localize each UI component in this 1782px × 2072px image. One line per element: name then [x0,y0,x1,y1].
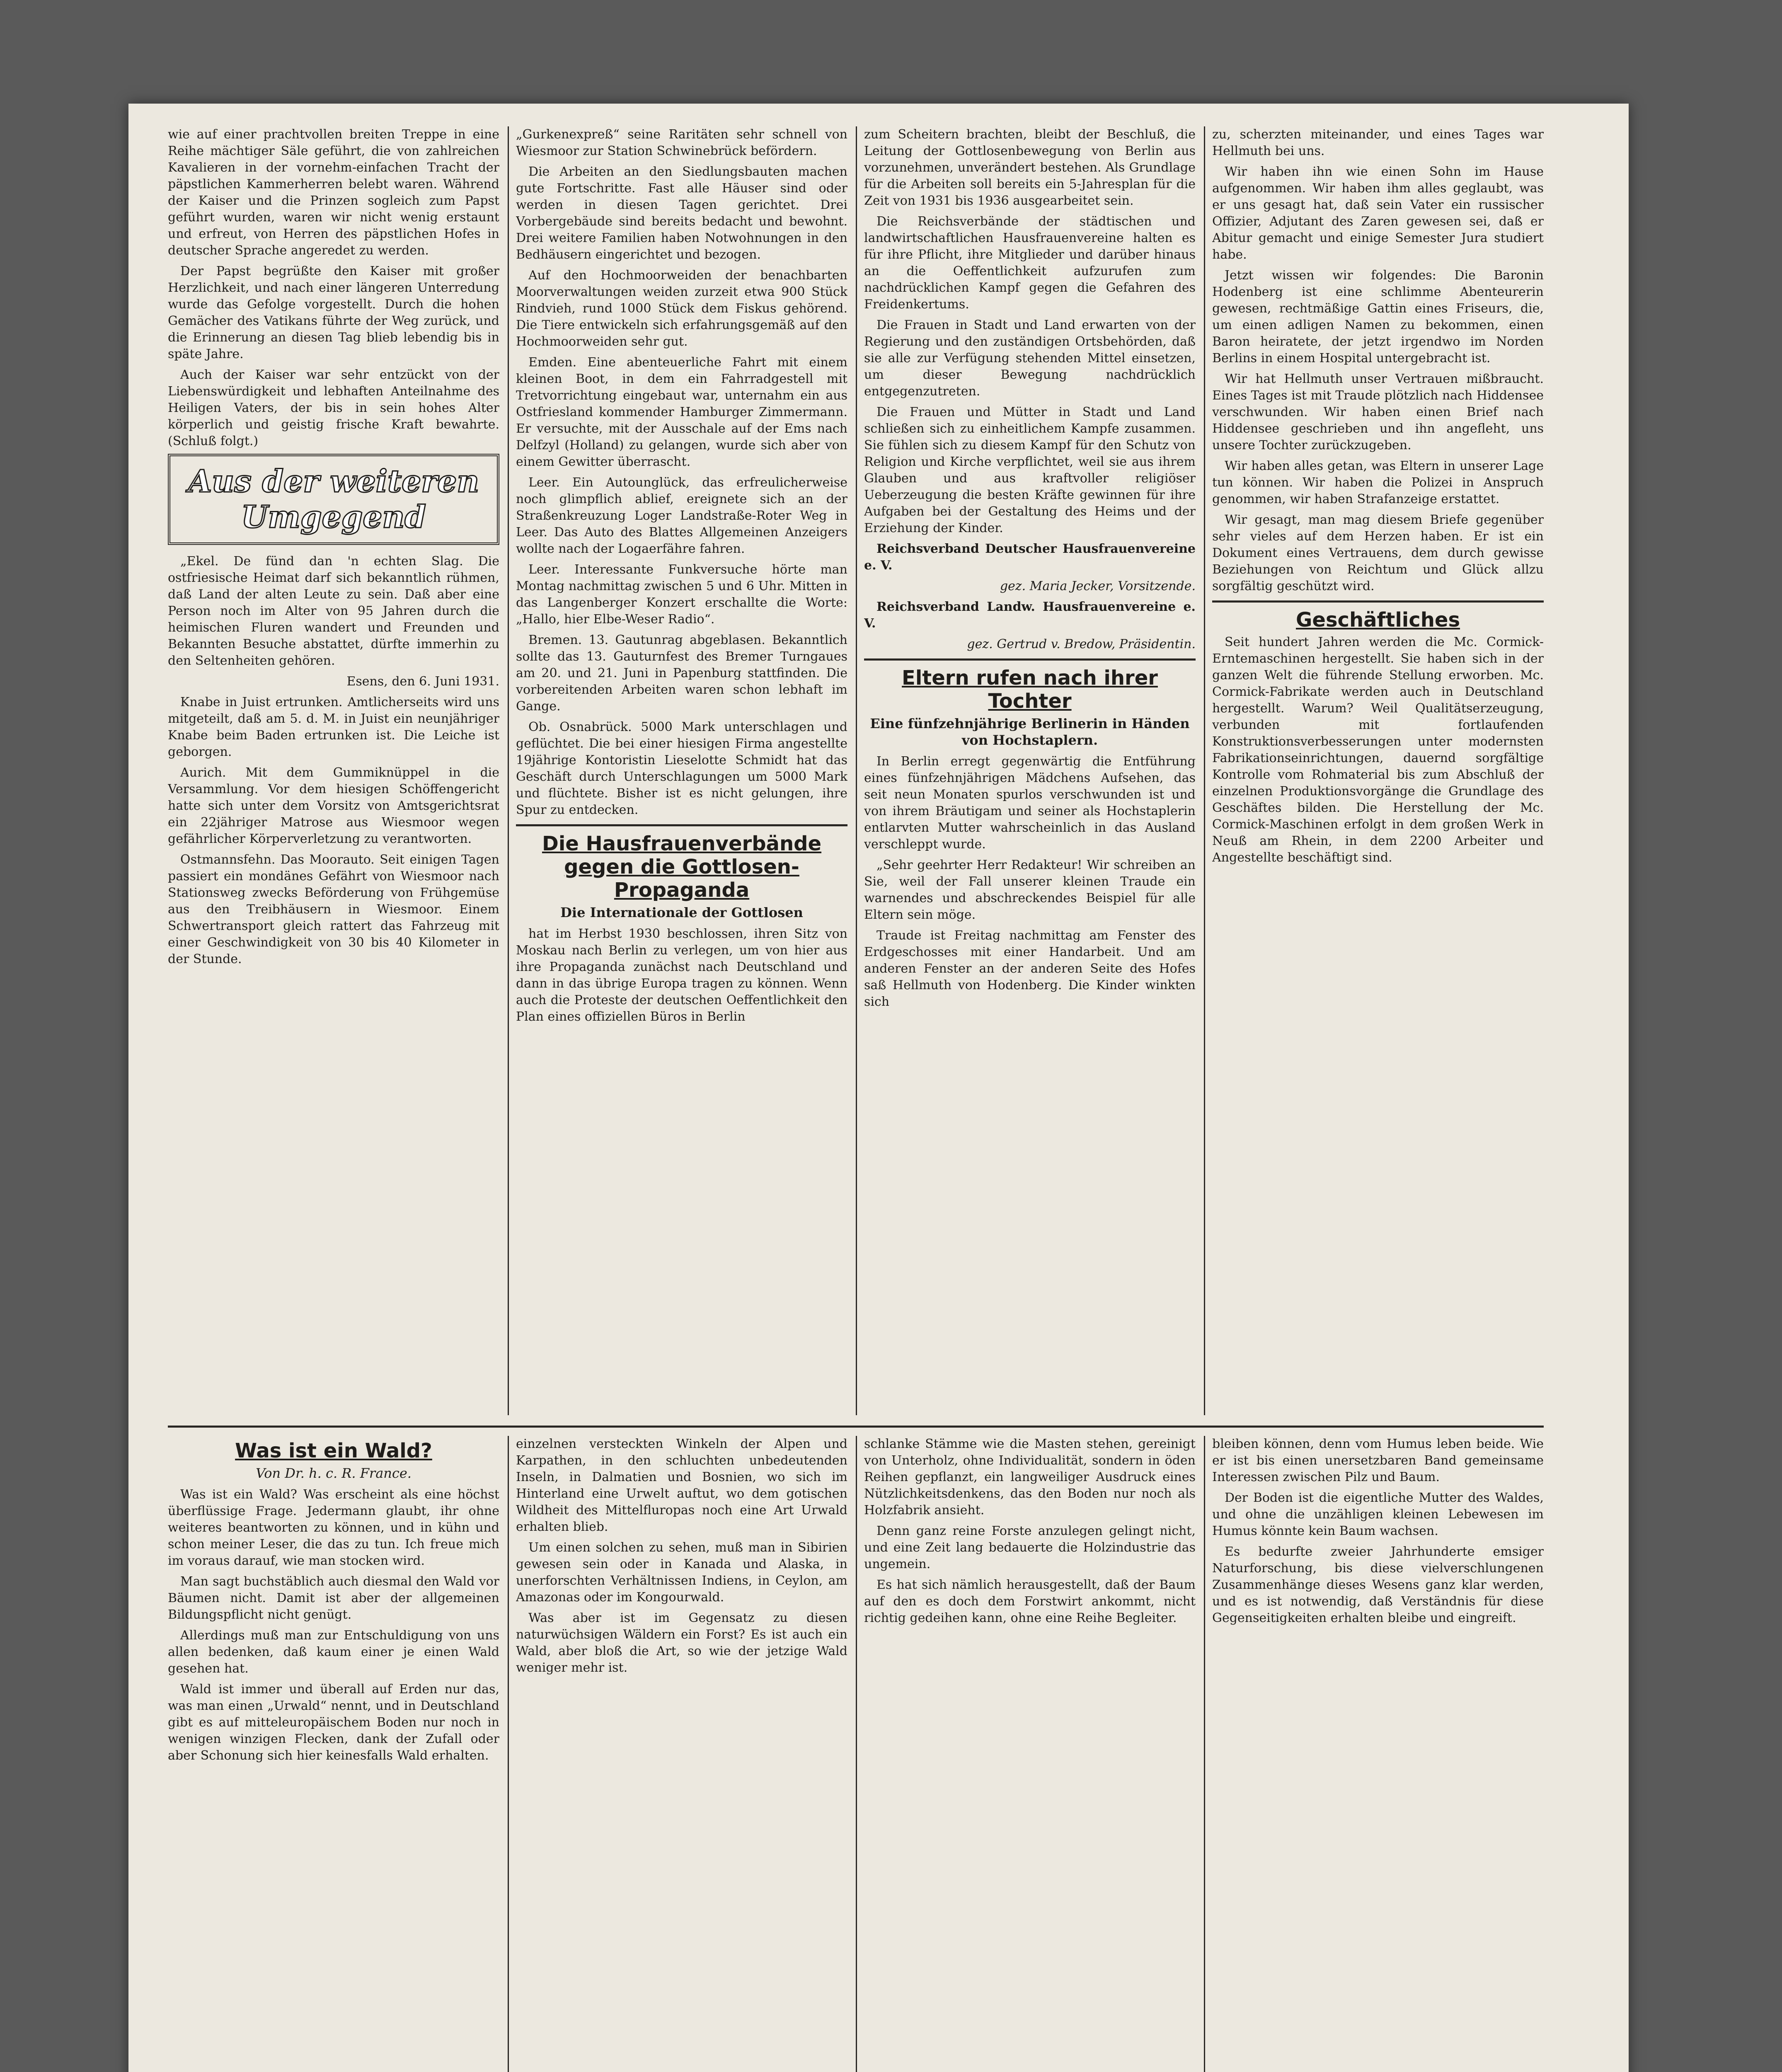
article-subhead: Die Internationale der Gottlosen [560,905,803,920]
paragraph: Auf den Hochmoorweiden der benachbarten Moorverwaltungen weiden zurzeit etwa 900 Stück Rindvieh, rund 1000 Stück dem Fiskus gehörend. Die Tiere entwickeln sich erfahrungsgemäß auf den Hochmoorweiden sehr gut. [516,268,847,349]
article-vatican-continued [168,126,499,450]
column-4 [1212,126,1544,1415]
article-headline: Eltern rufen nach ihrer Tochter [902,666,1158,713]
paragraph: zum Scheitern brachten, bleibt der Beschluß, die Leitung der Gottlosenbewegung von Berlin aus vorzunehmen, unverändert bestehen. Als Grundlage für die Arbeiten soll bereits ein 5-Jahresplan für die Zeit von 1931 bis 1936 ausgearbeitet sein. [864,127,1196,208]
paragraph: Jetzt wissen wir folgendes: Die Baronin Hodenberg ist eine schlimme Abenteurerin gewesen, rechtmäßige Gattin eines Friseurs, die, um einen adligen Namen zu bekommen, einen Baron heiratete, der jetzt irgendwo im Norden Berlins in einem Hospital untergebracht ist. [1212,268,1544,366]
column-rule [508,126,509,1415]
article-forest-column-4 [1212,1436,1544,2072]
paragraph: Aurich. Mit dem Gummiknüppel in die Versammlung. Vor dem hiesigen Schöffengericht hatte sich unter dem Vorsitz von Amtsgerichtsrat ein 22jähriger Matrose aus Wiesmoor wegen gefährlicher Körperverletzung zu verantworten. [168,765,499,846]
paragraph: Wir hat Hellmuth unser Vertrauen mißbraucht. Eines Tages ist mit Traude plötzlich nach Hiddensee verschwunden. Wir haben einen Brief nach Hiddensee geschrieben und ihn angefleht, uns unsere Tochter zurückzugeben. [1212,372,1544,453]
paragraph: „Ekel. De fünd dan 'n echten Slag. Die ostfriesische Heimat darf sich bekanntlich rühmen, daß Land der alten Leute zu sein. Daß aber eine Person noch im Alter von 95 Jahren durch die heimischen Fluren wandert und Freunden und Bekannten Besuche abstattet, dürfte immerhin zu den Seltenheiten gehören. [168,554,499,668]
paragraph: Auch der Kaiser war sehr entzückt von der Liebenswürdigkeit und lebhaften Anteilnahme des Heiligen Vaters, der bis in sein hohes Alter körperlich und geistig frische Kraft bewahrte. (Schluß folgt.) [168,368,499,448]
signature-org: Reichsverband Landw. Hausfrauenvereine e. V. [864,600,1196,631]
column-2 [516,126,847,1415]
column-1 [168,126,499,1415]
paragraph: Denn ganz reine Forste anzulegen gelingt nicht, und eine Zeit lang bedauerte die Holzindustrie das ungemein. [864,1524,1196,1571]
signature-org: Reichsverband Deutscher Hausfrauenvereine e. V. [864,542,1196,573]
article-byline: Von Dr. h. c. R. France. [256,1465,412,1481]
paragraph: Der Papst begrüßte den Kaiser mit großer Herzlichkeit, und nach einer längeren Unterredung wurde das Gefolge vorgestellt. Durch die hohen Gemächer des Vatikans führte der Weg zurück, und die Erinnerung an diesen Tag blieb lebendig bis in späte Jahre. [168,264,499,361]
paragraph: wie auf einer prachtvollen breiten Treppe in eine Reihe mächtiger Säle geführt, die von zahlreichen Kavalieren in der vornehm-einfachen Tracht der päpstlichen Kammerherren belebt waren. Während der Kaiser und die Prinzen sogleich zum Papst geführt wurden, waren wir nicht wenig erstaunt und erfreut, von Herren des päpstlichen Hofes in deutscher Sprache angeredet zu werden. [168,127,499,258]
regional-news [168,553,499,968]
article-eltern-continued [1212,126,1544,595]
signature-name: gez. Maria Jecker, Vorsitzende. [1000,579,1196,593]
paragraph: einzelnen versteckten Winkeln der Alpen und Karpathen, in den schluchten unbedeutenden Inseln, in Dalmatien und Bosnien, wo sich im Hinterland eine Urwelt auftut, wo dem gotischen Wildheit des Mittelfluropas noch eine Art Urwald erhalten blieb. [516,1437,847,1534]
paragraph: Knabe in Juist ertrunken. Amtlicherseits wird uns mitgeteilt, daß am 5. d. M. in Juist ein neunjähriger Knabe beim Baden ertrunken ist. Die Leiche ist geborgen. [168,695,499,759]
paragraph: „Sehr geehrter Herr Redakteur! Wir schreiben an Sie, weil der Fall unserer kleinen Traude ein warnendes und abschreckendes Beispiel für alle Eltern sein möge. [864,858,1196,922]
column-rule [1204,1436,1205,2072]
paragraph: Ob. Osnabrück. 5000 Mark unterschlagen und geflüchtet. Die bei einer hiesigen Firma angestellte 19jährige Kontoristin Lieselotte Schmidt hat das Geschäft durch Unterschlagungen um 5000 Mark und flüchtete. Bisher ist es nicht gelungen, ihre Spur zu entdecken. [516,720,847,817]
paragraph: Die Frauen in Stadt und Land erwarten von der Regierung und den zuständigen Ortsbehörden, daß sie alle zur Verfügung stehenden Mittel einsetzen, um dieser Bewegung nachdrücklich entgegenzutreten. [864,318,1196,399]
paragraph: zu, scherzten miteinander, und eines Tages war Hellmuth bei uns. [1212,127,1544,158]
paragraph: Wir haben ihn wie einen Sohn im Hause aufgenommen. Wir haben ihm alles geglaubt, was er uns gesagt hat, daß sein Vater ein russischer Offizier, Adjutant des Zaren gewesen sei, daß er Abitur gemacht und einige Semester Jura studiert habe. [1212,165,1544,262]
column-rule [856,1436,857,2072]
paragraph: Traude ist Freitag nachmittag am Fenster des Erdgeschosses mit einer Handarbeit. Und am anderen Fenster an der anderen Seite des Hofes saß Hellmuth von Hodenberg. Die Kinder winkten sich [864,928,1196,1009]
paragraph: Emden. Eine abenteuerliche Fahrt mit einem kleinen Boot, in dem ein Fahrradgestell mit Tretvorrichtung eingebaut war, unternahm ein aus Ostfriesland kommender Hamburger Zimmermann. Er versuchte, mit der Ausschale auf der Ems nach Delfzyl (Holland) zu gelangen, wurde sich aber von einem Gewitter überrascht. [516,355,847,469]
paragraph: „Gurkenexpreß“ seine Raritäten sehr schnell von Wiesmoor zur Station Schwinebrück befördern. [516,127,847,158]
paragraph: Die Frauen und Mütter in Stadt und Land schließen sich zu einheitlichem Kampfe zusammen. Sie fühlen sich zu diesem Kampf für den Schutz von Religion und Kirche verpflichtet, weil sie aus ihrem Glauben und aus kraftvoller religiöser Ueberzeugung die besten Kräfte gewinnen für ihre Aufgaben bei der Gestaltung des Heims und der Erziehung der Kinder. [864,405,1196,535]
signature-name: gez. Gertrud v. Bredow, Präsidentin. [967,637,1196,651]
column-rule [1204,126,1205,1415]
section-divider [168,1426,1544,1428]
paragraph: Wald ist immer und überall auf Erden nur das, was man einen „Urwald“ nennt, und in Deutschland gibt es auf mitteleuropäischem Boden nur noch in wenigen winzigen Flecken, dank der Zufall oder aber Schonung sich hier keinesfalls Wald erhalten. [168,1682,499,1763]
paragraph: Die Arbeiten an den Siedlungsbauten machen gute Fortschritte. Fast alle Häuser sind oder werden in diesen Tagen gerichtet. Drei Vorbergebäude sind bereits bedacht und bewohnt. Drei weitere Familien haben Notwohnungen in den Bedhäusern eingerichtet und bezogen. [516,165,847,262]
newspaper-page [128,104,1629,2072]
article-forest-column-3 [864,1436,1196,2072]
regional-news-continued [516,126,847,818]
paragraph: Es hat sich nämlich herausgestellt, daß der Baum auf den es doch dem Forstwirt ankommt, nicht richtig gedeihen kann, ohne eine Reihe Begleiter. [864,1578,1196,1625]
section-divider [1212,600,1544,603]
article-headline: Die Hausfrauenverbände gegen die Gottlosen-Propaganda [542,832,822,902]
article-hausfrauen-continued [864,126,1196,653]
column-rule [856,126,857,1415]
paragraph: bleiben können, denn vom Humus leben beide. Wie er ist bis einen unersetzbaren Band gemeinsame Interessen zwischen Pilz und Baum. [1212,1437,1544,1484]
paragraph: Wir gesagt, man mag diesem Briefe gegenüber sehr vieles auf dem Herzen haben. Er ist ein Dokument eines Vertrauens, dem durch gewisse Beziehungen von Reichtum und Glück allzu sorgfältig geschützt wird. [1212,513,1544,593]
paragraph: Es bedurfte zweier Jahrhunderte emsiger Naturforschung, bis diese vielverschlungenen Zusammenhänge dieses Wesens ganz klar werden, und es ist notwendig, daß Verständnis für diese Gegenseitigkeiten erhalten bleibe und eingreift. [1212,1544,1544,1625]
article-headline: Geschäftliches [1295,608,1460,632]
paragraph: In Berlin erregt gegenwärtig die Entführung eines fünfzehnjährigen Mädchens Aufsehen, das seit neun Monaten spurlos verschwunden ist und von ihrem Bräutigam und seiner als Hochstaplerin entlarvten Mutter wahrscheinlich in das Ausland verschleppt wurde. [864,754,1196,852]
article-subhead: Eine fünfzehnjährige Berlinerin in Händen von Hochstaplern. [870,716,1190,748]
paragraph: hat im Herbst 1930 beschlossen, ihren Sitz von Moskau nach Berlin zu verlegen, um von hier aus ihre Propaganda zunächst nach Deutschland und dann in das übrige Europa tragen zu können. Wenn auch die Proteste der deutschen Oeffentlichkeit den Plan eines offiziellen Büros in Berlin [516,927,847,1024]
paragraph: Der Boden ist die eigentliche Mutter des Waldes, und ohne die unzähligen kleinen Lebewesen im Humus könnte kein Baum wachsen. [1212,1491,1544,1538]
article-forest-column-2 [516,1436,847,2072]
paragraph: Leer. Interessante Funkversuche hörte man Montag nachmittag zwischen 5 und 6 Uhr. Mitten in das Langenberger Konzert erschallte die Worte: „Hallo, hier Elbe-Weser Radio“. [516,562,847,627]
section-heading-line2: Umgegend [241,499,426,535]
article-forest-column-1 [168,1436,499,2072]
paragraph: Um einen solchen zu sehen, muß man in Sibirien gewesen sein oder in Kanada und Alaska, in unerforschten Verhältnissen Indiens, in Ceylon, am Amazonas oder im Kongourwald. [516,1540,847,1605]
paragraph: Was ist ein Wald? Was erscheint als eine höchst überflüssige Frage. Jedermann glaubt, ihr ohne weiteres beantworten zu können, und in kühn und schon meiner Leser, die das zu tun. Ich freue mich im voraus darauf, wie man stocken wird. [168,1487,499,1568]
paragraph: Ostmannsfehn. Das Moorauto. Seit einigen Tagen passiert ein mondänes Gefährt von Wiesmoor nach Stationsweg zwecks Beförderung von Frühgemüse aus den Treibhäusern in Wiesmoor. Einem Schwertransport gleich rattert das Fahrzeug mit einer Geschwindigkeit von 30 bis 40 Kilometer in der Stunde. [168,852,499,966]
paragraph: Allerdings muß man zur Entschuldigung von uns allen bedenken, daß kaum einer je einen Wald gesehen hat. [168,1628,499,1676]
paragraph: Die Reichsverbände der städtischen und landwirtschaftlichen Hausfrauenvereine halten es für ihre Pflicht, ihre Mitglieder und darüber hinaus an die Oeffentlichkeit aufzurufen zum nachdrücklichen Kampf gegen die Gefahren des Freidenkertums. [864,214,1196,312]
article-headline: Was ist ein Wald? [235,1439,432,1462]
section-divider [864,658,1196,661]
paragraph: Seit hundert Jahren werden die Mc. Cormick-Erntemaschinen hergestellt. Sie haben sich in der ganzen Welt die führende Stellung erworben. Mc. Cormick-Fabrikate werden auch in Deutschland hergestellt. Warum? Weil Qualitätserzeugung, verbunden mit fortlaufenden Konstruktionsverbesserungen unter modernsten Fabrikationseinrichtungen, dauernd sorgfältige Kontrolle vom Rohmaterial bis zum Abschluß der einzelnen Produktionsvorgänge die Grundlage des Geschäftes bilden. Die Herstellung der Mc. Cormick-Maschinen erfolgt in dem großen Werk in Neuß am Rhein, in dem 2200 Arbeiter und Angestellte beschäftigt sind. [1212,635,1544,865]
column-3 [864,126,1196,1415]
paragraph: schlanke Stämme wie die Masten stehen, gereinigt von Unterholz, ohne Individualität, sondern in öden Reihen gepflanzt, ein langweiliger Ausdruck eines Nützlichkeitsdenkens, das den Boden nur noch als Holzfabrik ansieht. [864,1437,1196,1518]
paragraph: Leer. Ein Autounglück, das erfreulicherweise noch glimpflich ablief, ereignete sich an der Straßenkreuzung Loger Landstraße-Roter Weg in Leer. Das Auto des Blattes Allgemeinen Anzeigers wollte nach der Logaerfähre fahren. [516,475,847,556]
paragraph: Was aber ist im Gegensatz zu diesen naturwüchsigen Wäldern ein Forst? Es ist auch ein Wald, aber bloß die Art, so wie der jetzige Wald weniger mehr ist. [516,1611,847,1675]
paragraph: Wir haben alles getan, was Eltern in unserer Lage tun können. Wir haben die Polizei in Anspruch genommen, wir haben Strafanzeige erstattet. [1212,459,1544,506]
section-heading-box [168,454,499,545]
column-rule [508,1436,509,2072]
dateline: Esens, den 6. Juni 1931. [346,674,499,689]
paragraph: Bremen. 13. Gautunrag abgeblasen. Bekanntlich sollte das 13. Gauturnfest des Bremer Turngaues am 20. und 21. Juni in Papenburg stattfinden. Die vorbereitenden Arbeiten waren schon lebhaft im Gange. [516,633,847,714]
section-divider [516,824,847,826]
paragraph: Man sagt buchstäblich auch diesmal den Wald vor Bäumen nicht. Damit ist aber der allgemeinen Bildungspflicht nicht genügt. [168,1574,499,1622]
section-heading-line1: Aus der weiteren [188,464,479,499]
